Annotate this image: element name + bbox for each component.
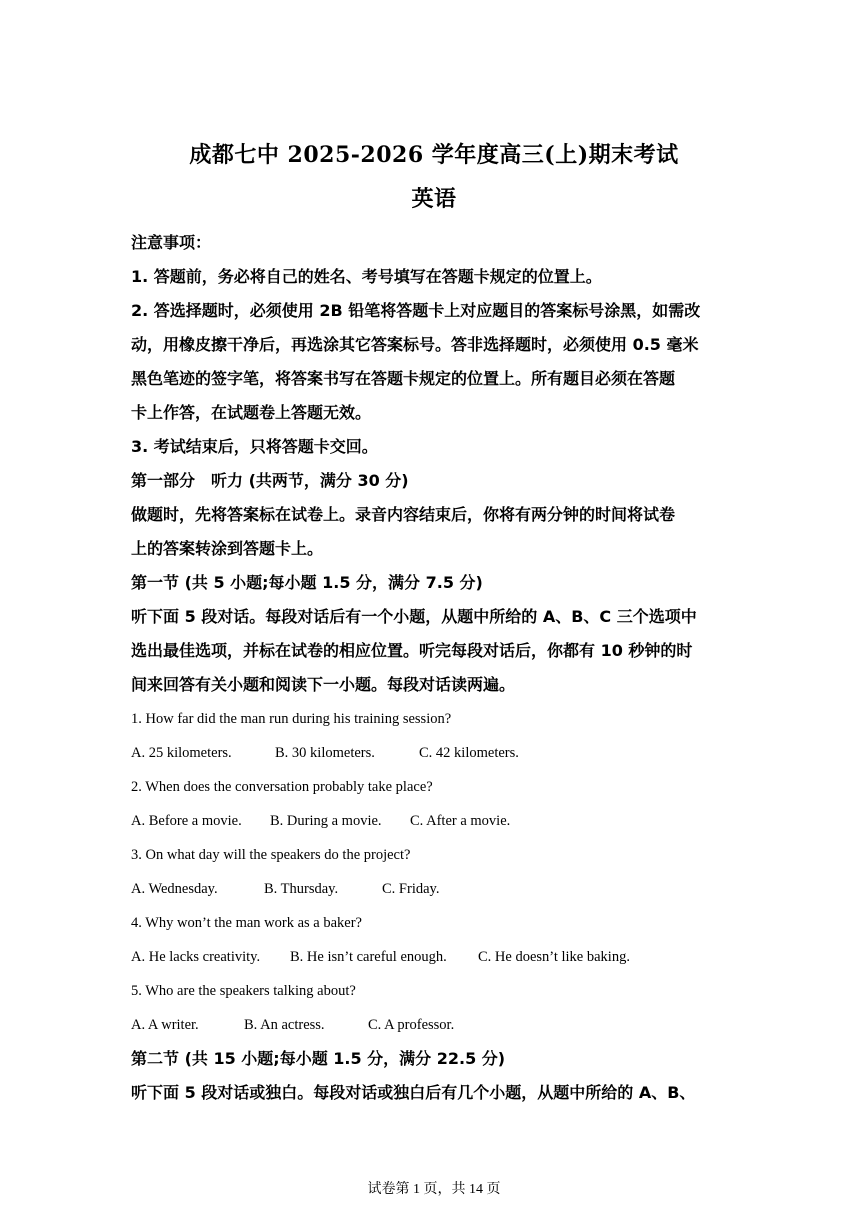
question-3-options bbox=[131, 872, 743, 906]
notes-item: 2. 答选择题时，必须使用 2B 铅笔将答题卡上对应题目的答案标号涂黑，如需改 bbox=[131, 301, 701, 320]
question-2: 2. When does the conversation probably take place? bbox=[131, 779, 433, 795]
exam-content bbox=[131, 226, 743, 1110]
section2-heading: 第二节 (共 15 小题;每小题 1.5 分，满分 22.5 分) bbox=[131, 1049, 506, 1068]
question-4-options bbox=[131, 940, 743, 974]
subject-title: 英语 bbox=[411, 186, 457, 212]
question-5: 5. Who are the speakers talking about? bbox=[131, 983, 356, 999]
option-b: B. He isn’t careful enough. bbox=[290, 949, 447, 965]
question-4: 4. Why won’t the man work as a baker? bbox=[131, 915, 362, 931]
section1-instruction: 间来回答有关小题和阅读下一小题。每段对话读两遍。 bbox=[131, 675, 516, 694]
notes-heading: 注意事项： bbox=[131, 233, 212, 252]
option-c: C. A professor. bbox=[368, 1017, 455, 1033]
option-b: B. During a movie. bbox=[270, 813, 382, 829]
option-c: C. After a movie. bbox=[410, 813, 511, 829]
part1-instruction: 上的答案转涂到答题卡上。 bbox=[131, 539, 324, 558]
notes-item: 黑色笔迹的签字笔，将答案书写在答题卡规定的位置上。所有题目必须在答题 bbox=[131, 369, 676, 388]
notes-item: 动，用橡皮擦干净后，再选涂其它答案标号。答非选择题时，必须使用 0.5 毫米 bbox=[131, 335, 699, 354]
part1-instruction: 做题时，先将答案标在试卷上。录音内容结束后，你将有两分钟的时间将试卷 bbox=[131, 505, 676, 524]
section1-heading: 第一节 (共 5 小题;每小题 1.5 分，满分 7.5 分) bbox=[131, 573, 483, 592]
notes-item: 卡上作答，在试题卷上答题无效。 bbox=[131, 403, 372, 422]
option-c: C. 42 kilometers. bbox=[419, 745, 519, 761]
option-a: A. 25 kilometers. bbox=[131, 745, 232, 761]
part1-heading: 第一部分 听力 (共两节，满分 30 分) bbox=[131, 471, 409, 490]
exam-title: 成都七中 2025-2026 学年度高三(上)期末考试 bbox=[189, 142, 679, 168]
option-a: A. He lacks creativity. bbox=[131, 949, 261, 965]
question-3: 3. On what day will the speakers do the project? bbox=[131, 847, 411, 863]
option-c: C. Friday. bbox=[382, 881, 440, 897]
notes-item: 1. 答题前，务必将自己的姓名、考号填写在答题卡规定的位置上。 bbox=[131, 267, 602, 286]
option-a: A. Wednesday. bbox=[131, 881, 218, 897]
page-footer: 试卷第 1 页，共 14 页 bbox=[367, 1182, 501, 1197]
option-b: B. 30 kilometers. bbox=[275, 745, 375, 761]
question-2-options bbox=[131, 804, 743, 838]
question-5-options bbox=[131, 1008, 743, 1042]
section1-instruction: 听下面 5 段对话。每段对话后有一个小题，从题中所给的 A、B、C 三个选项中 bbox=[131, 607, 697, 626]
option-b: B. Thursday. bbox=[264, 881, 339, 897]
notes-item: 3. 考试结束后，只将答题卡交回。 bbox=[131, 437, 378, 456]
question-1-options bbox=[131, 736, 743, 770]
option-a: A. Before a movie. bbox=[131, 813, 242, 829]
section1-instruction: 选出最佳选项，并标在试卷的相应位置。听完每段对话后，你都有 10 秒钟的时 bbox=[131, 641, 693, 660]
option-b: B. An actress. bbox=[244, 1017, 325, 1033]
question-1: 1. How far did the man run during his training session? bbox=[131, 711, 452, 727]
section2-instruction: 听下面 5 段对话或独白。每段对话或独白后有几个小题，从题中所给的 A、B、 bbox=[131, 1083, 696, 1102]
option-a: A. A writer. bbox=[131, 1017, 199, 1033]
option-c: C. He doesn’t like baking. bbox=[478, 949, 630, 965]
